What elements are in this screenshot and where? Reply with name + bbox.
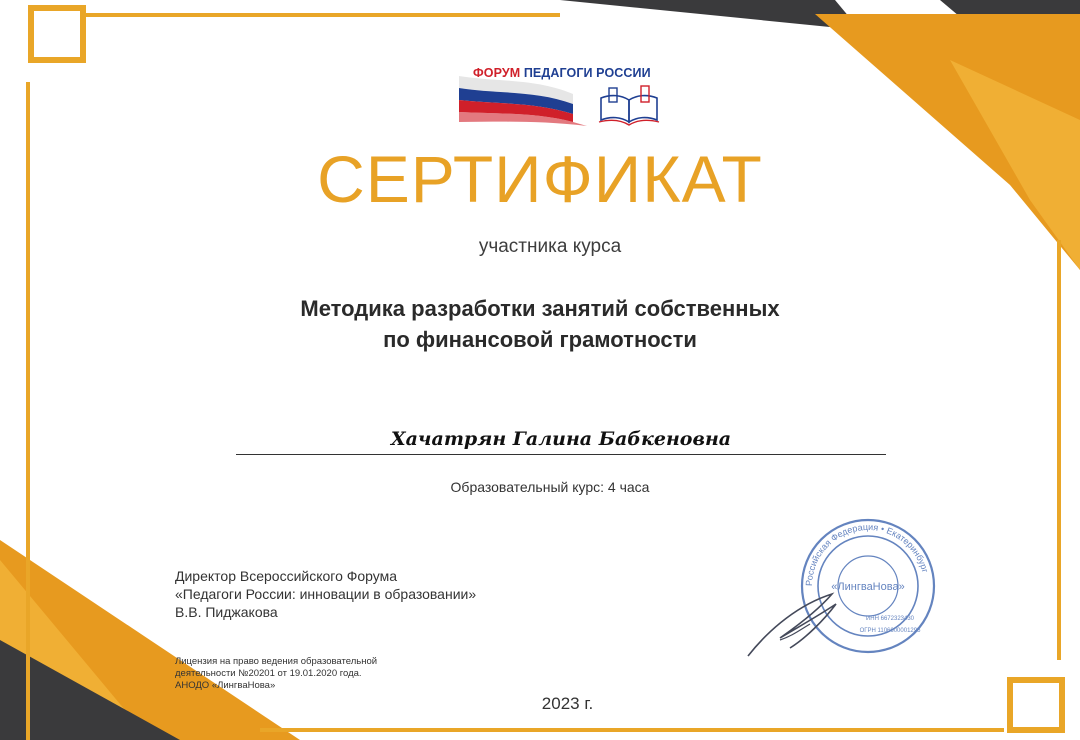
name-underline: [236, 454, 886, 455]
recipient-name: Хачатрян Галина Бабкеновна: [390, 428, 732, 450]
stamp-ring-text: Российская Федерация • Екатеринбург: [803, 521, 931, 587]
open-book-icon: [595, 82, 665, 126]
director-signature: [748, 594, 836, 656]
official-stamp: [740, 508, 945, 663]
course-hours: Образовательный курс: 4 часа: [450, 479, 650, 495]
signatory-line3: В.В. Пиджакова: [175, 604, 278, 620]
logo-word-pedagogi: ПЕДАГОГИ РОССИИ: [523, 66, 651, 80]
certificate-subtitle: участника курса: [478, 236, 622, 257]
course-title-line1: Методика разработки занятий собственных: [300, 296, 780, 321]
stamp-center-text: «ЛингваНова»: [831, 581, 905, 593]
certificate-year: 2023 г.: [541, 694, 594, 713]
license-line1: Лицензия на право ведения образовательной: [175, 656, 378, 667]
top-dark-sliver: [560, 0, 860, 30]
license-line2: деятельности №20201 от 19.01.2020 года.: [175, 668, 362, 679]
course-title: [0, 293, 1080, 355]
signatory-block: [175, 567, 476, 621]
course-title-line2: по финансовой грамотности: [383, 327, 697, 352]
license-block: [175, 656, 377, 692]
stamp-inn-text: ИНН 6672323430: [865, 616, 915, 622]
stamp-ogrn-text: ОГРН 1106600001295: [859, 628, 921, 634]
forum-logo: [455, 64, 670, 130]
top-left-corner-square: [31, 8, 83, 60]
logo-text: [473, 66, 651, 80]
certificate-title: СЕРТИФИКАТ: [317, 142, 763, 216]
license-line3: АНОДО «ЛингваНова»: [175, 680, 276, 691]
signatory-line2: «Педагоги России: инновации в образовании»: [175, 586, 477, 602]
signatory-line1: Директор Всероссийского Форума: [175, 568, 398, 584]
logo-word-forum: ФОРУМ: [473, 66, 521, 80]
